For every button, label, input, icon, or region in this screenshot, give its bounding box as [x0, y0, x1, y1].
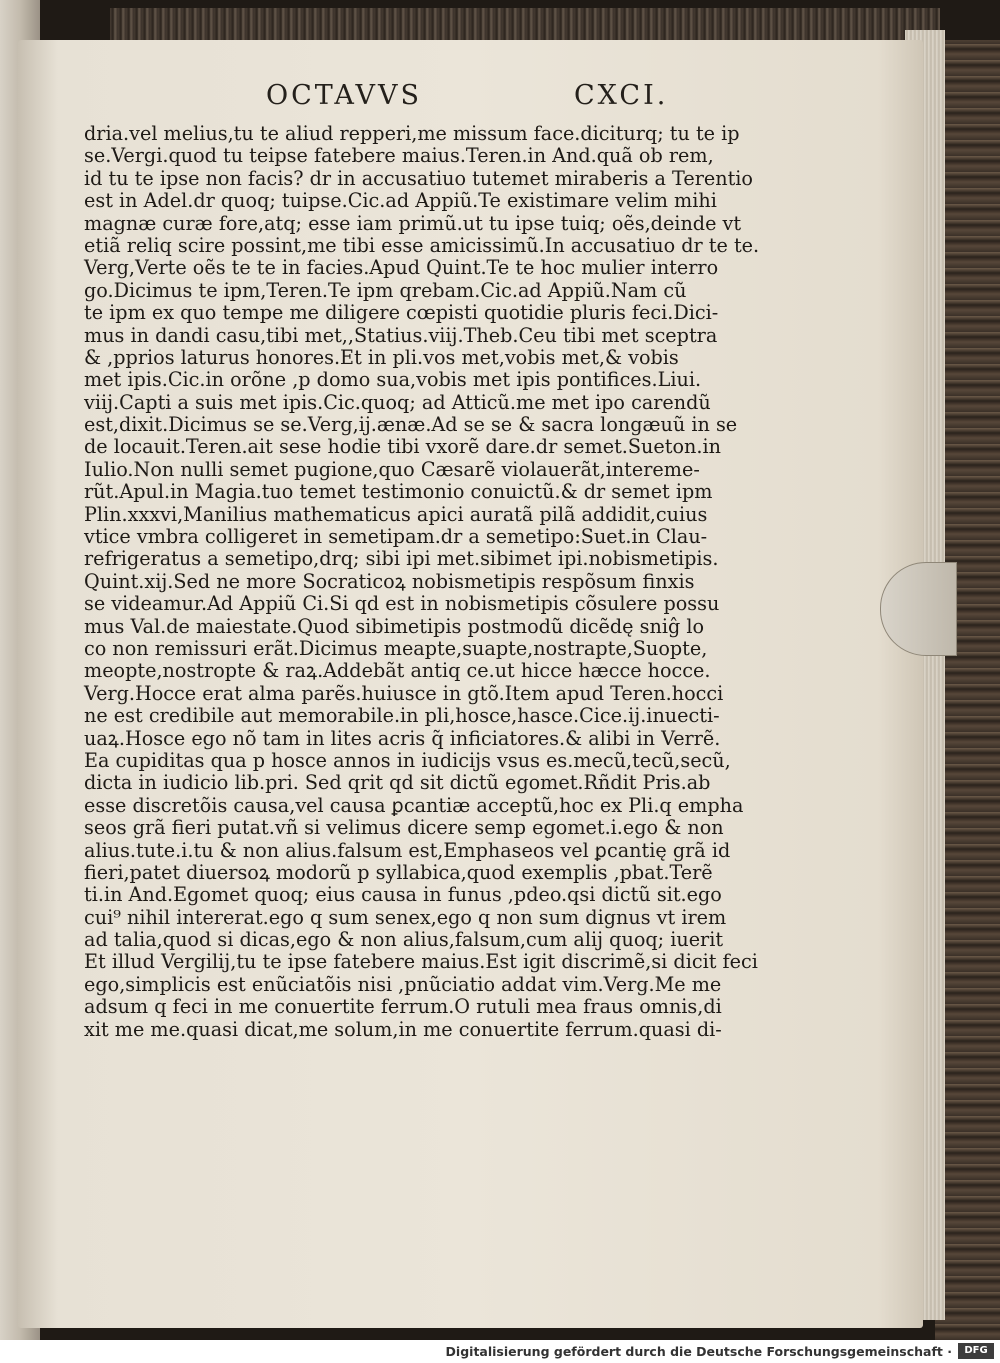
text-line: met ipis.Cic.in orõne ,p domo sua,vobis met ipis pontifices.Liui.	[84, 368, 702, 392]
text-line: co non remissuri erãt.Dicimus meapte,suapte,nostrapte,Suopte,	[84, 636, 708, 660]
body-text	[84, 122, 760, 1041]
text-line: ad talia,quod si dicas,ego & non alius,falsum,cum alij quoq; iuerit	[84, 928, 724, 952]
text-line: se videamur.Ad Appiũ Ci.Si qd est in nobismetipis cõsulere possu	[84, 592, 720, 616]
text-line: se.Vergi.quod tu teipse fatebere maius.Teren.in And.quã ob rem,	[84, 144, 714, 168]
text-line: Ea cupiditas qua p hosce annos in iudicijs vsus es.mecũ,tecũ,secũ,	[84, 748, 731, 772]
text-line: fieri,patet diuersoꝝ modorũ p syllabica,quod exemplis ,pbat.Terẽ	[84, 860, 713, 884]
text-line: Quint.xij.Sed ne more Socraticoꝝ nobismetipis respõsum finxis	[84, 569, 695, 593]
text-line: rũt.Apul.in Magia.tuo temet testimonio conuictũ.& dr semet ipm	[84, 480, 713, 504]
text-line: ne est credibile aut memorabile.in pli,hosce,hasce.Cice.ij.inuecti-	[84, 704, 720, 728]
text-line: dicta in iudicio lib.pri. Sed qrit qd sit dictũ egomet.Rñdit Pris.ab	[84, 771, 711, 795]
text-line: ti.in And.Egomet quoq; eius causa in funus ,pdeo.qsi dictũ sit.ego	[84, 883, 722, 907]
text-line: mus Val.de maiestate.Quod sibimetipis postmodũ dicẽdę sniĝ lo	[84, 614, 705, 638]
text-line: Plin.xxxvi,Manilius mathematicus apici auratã pilã addidit,cuius	[84, 502, 708, 526]
text-line: go.Dicimus te ipm,Teren.Te ipm qrebam.Cic.ad Appiũ.Nam cũ	[84, 278, 687, 302]
text-line: xit me me.quasi dicat,me solum,in me conuertite ferrum.quasi di-	[84, 1017, 722, 1041]
text-line: etiã reliq scire possint,me tibi esse amicissimũ.In accusatiuo dr te te.	[84, 233, 760, 257]
text-line: est,dixit.Dicimus se se.Verg,ij.ænæ.Ad se se & sacra longæuũ in se	[84, 413, 738, 437]
text-line: id tu te ipse non facis? dr in accusatiuo tutemet miraberis a Terentio	[84, 166, 753, 190]
text-line: Verg.Hocce erat alma parẽs.huiusce in gtõ.Item apud Teren.hocci	[84, 681, 724, 705]
text-line: ego,simplicis est enũciatõis nisi ,pnũciatio addat vim.Verg.Me me	[84, 972, 722, 996]
text-line: esse discretõis causa,vel causa ꝑcantiæ acceptũ,hoc ex Pli.q empha	[84, 793, 744, 817]
page-header	[84, 80, 674, 120]
text-line: & ,pprios laturus honores.Et in pli.vos met,vobis met,& vobis	[84, 345, 679, 369]
text-line: meopte,nostropte & raꝝ.Addebãt antiq ce.ut hicce hæcce hocce.	[84, 659, 711, 683]
text-line: Verg,Verte oẽs te te in facies.Apud Quint.Te te hoc mulier interro	[84, 256, 719, 280]
text-line: Iulio.Non nulli semet pugione,quo Cæsarẽ violauerãt,intereme-	[84, 457, 700, 481]
text-line: te ipm ex quo tempe me diligere cœpisti quotidie pluris feci.Dici-	[84, 301, 719, 325]
text-line: adsum q feci in me conuertite ferrum.O rutuli mea fraus omnis,di	[84, 995, 722, 1019]
text-line: de locauit.Teren.ait sese hodie tibi vxorẽ dare.dr semet.Sueton.in	[84, 435, 721, 459]
text-line: cui⁹ nihil intererat.ego q sum senex,ego q non sum dignus vt irem	[84, 905, 727, 929]
text-line: refrigeratus a semetipo,drq; sibi ipi met.sibimet ipi.nobismetipis.	[84, 547, 719, 571]
text-line: mus in dandi casu,tibi met,,Statius.viij.Theb.Ceu tibi met sceptra	[84, 323, 718, 347]
text-line: uaꝝ.Hosce ego nõ tam in lites acris q̃ inficiatores.& alibi in Verrẽ.	[84, 726, 721, 750]
folio-number: CXCI.	[574, 80, 669, 111]
footer-bar	[0, 1340, 1000, 1363]
text-line: Et illud Vergilij,tu te ipse fatebere maius.Est igit discrimẽ,si dicit feci	[84, 950, 758, 974]
text-line: alius.tute.i.tu & non alius.falsum est,Emphaseos vel ꝑcantię grã id	[84, 838, 731, 862]
running-title: OCTAVVS	[266, 80, 422, 111]
text-line: est in Adel.dr quoq; tuipse.Cic.ad Appiũ.Te existimare velim mihi	[84, 189, 717, 213]
text-line: seos grã fieri putat.vñ si velimus dicere semp egomet.i.ego & non	[84, 816, 724, 840]
text-line: vtice vmbra colligeret in semetipam.dr a semetipo:Suet.in Clau-	[84, 525, 708, 549]
dfg-logo-icon: DFG	[958, 1343, 994, 1359]
footer-credit: Digitalisierung gefördert durch die Deutsche Forschungsgemeinschaft ·	[445, 1344, 952, 1359]
text-line: magnæ curæ fore,atq; esse iam primũ.ut tu ipse tuiq; oẽs,deinde vt	[84, 211, 742, 235]
text-line: dria.vel melius,tu te aliud repperi,me missum face.diciturq; tu te ip	[84, 122, 740, 145]
text-line: viij.Capti a suis met ipis.Cic.quoq; ad Atticũ.me met ipo carendũ	[84, 390, 711, 414]
